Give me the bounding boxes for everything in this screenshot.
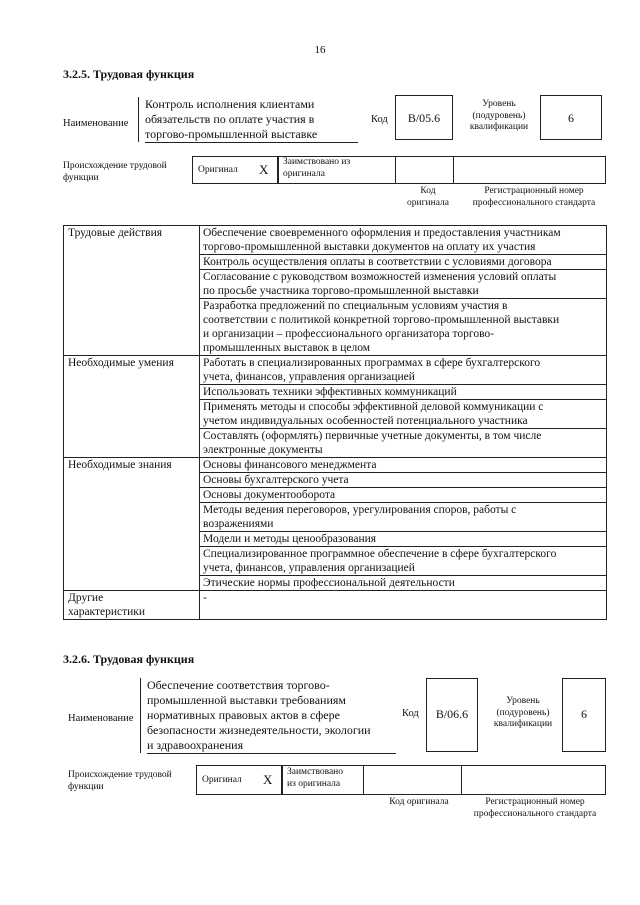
skills-label: Необходимые умения [64,356,200,458]
origin-label [68,770,172,793]
level-label-line: Уровень [482,99,516,109]
function-name-line: и здравоохранения [147,738,396,754]
skill-item [200,385,607,400]
knowledge-item [200,503,607,532]
knowledge-item [200,576,607,591]
line: Разработка предложений по специальным условиям участия в [203,300,508,312]
line: Специализированное программное обеспечение в сфере бухгалтерского [203,548,557,560]
code-original-label: Код оригинала [389,797,449,807]
knowledge-item [200,458,607,473]
borrowed-label [287,767,343,790]
reg-number-cell [462,765,606,795]
line: Методы ведения переговоров, урегулирования споров, работы с [203,504,517,516]
line: Обеспечение своевременного оформления и предоставления участникам [203,227,561,239]
section-heading-326: 3.2.6. Трудовая функция [63,652,195,666]
knowledge-label: Необходимые знания [64,458,200,591]
labor-action-item [200,270,607,299]
line: Этические нормы профессиональной деятельности [203,577,455,589]
line: соответствии с политикой конкретной торгово-промышленной выставки [203,314,560,326]
line: Работать в специализированных программах в сфере бухгалтерского [203,357,541,369]
borrowed-label-line: из оригинала [287,778,341,789]
other-characteristics-label [64,591,200,620]
origin-label-line: Происхождение трудовой [63,161,167,171]
table-row [64,591,607,620]
borrowed-label [283,157,350,180]
function-name-line: промышленной выставки требованиям [147,693,346,707]
line: возражениями [203,518,274,530]
borrowed-label-line: Заимствовано из [283,157,351,167]
original-label: Оригинал [198,165,238,175]
original-mark: X [263,772,273,787]
origin-label-line: функции [63,172,99,183]
level-label-line: квалификации [469,122,529,132]
level-value: 6 [540,95,602,140]
name-label: Наименование [63,118,129,129]
level-label-line: квалификации [493,719,553,729]
reg-number-label-line: Регистрационный номер [484,186,584,196]
reg-number-label-line: профессионального стандарта [473,808,597,819]
borrowed-label-line: оригинала [283,168,325,179]
function-name-line: Обеспечение соответствия торгово- [147,678,330,692]
code-label: Код [402,708,419,719]
function-name-box [140,678,396,753]
line: Основы финансового менеджмента [203,459,377,471]
line: учетом индивидуальных особенностей потенциального участника [203,415,528,427]
line: характеристики [68,606,146,618]
code-label: Код [371,114,388,125]
code-original-cell [396,156,454,184]
code-value: B/05.6 [395,95,453,140]
reg-number-label-line: Регистрационный номер [485,797,585,807]
code-original-label-line: оригинала [407,197,449,208]
origin-label [63,161,167,184]
level-label-line: Уровень [506,696,540,706]
level-label-line: (подуровень) [472,110,526,121]
level-label [482,696,564,731]
line: и организации – профессионального организатора торгово- [203,328,494,340]
labor-actions-label: Трудовые действия [64,226,200,356]
labor-function-table [63,225,607,620]
table-row [64,458,607,473]
line: учета, финансов, управления организацией [203,562,415,574]
knowledge-item [200,488,607,503]
line: промышленных выставок в целом [203,342,371,354]
code-original-label [396,186,460,209]
labor-action-item [200,226,607,255]
level-label [458,99,540,134]
origin-label-line: функции [68,781,104,792]
line: Составлять (оформлять) первичные учетные документы, в том числе [203,430,542,442]
line: Другие [68,592,104,604]
page-number: 16 [314,44,326,56]
original-mark: X [259,162,269,177]
line: торгово-промышленной выставки документов на оплату их участия [203,241,536,253]
skill-item [200,400,607,429]
function-name-line: обязательств по оплате участия в [145,112,315,126]
reg-number-label [462,186,606,209]
skill-item [200,429,607,458]
function-name-line: нормативных правовых актов в сфере [147,708,340,722]
borrowed-label-line: Заимствовано [287,767,344,777]
line: Применять методы и способы эффективной деловой коммуникации с [203,401,544,413]
line: Основы бухгалтерского учета [203,474,349,486]
skill-item [200,356,607,385]
table-row [64,356,607,385]
knowledge-item [200,473,607,488]
code-original-cell [364,765,462,795]
original-label: Оригинал [202,775,242,785]
table-row [64,226,607,255]
labor-action-item [200,255,607,270]
function-name-line: торгово-промышленной выставке [145,127,358,143]
line: учета, финансов, управления организацией [203,371,415,383]
function-name-line: Контроль исполнения клиентами [145,97,315,111]
reg-number-label-line: профессионального стандарта [472,197,596,208]
level-label-line: (подуровень) [496,707,550,718]
code-value: B/06.6 [426,678,478,752]
line: электронные документы [203,444,323,456]
origin-label-line: Происхождение трудовой [68,770,172,780]
code-original-label-line: Код [420,186,436,196]
line: Контроль осуществления оплаты в соответствии с условиями договора [203,256,552,268]
line: Основы документооборота [203,489,336,501]
name-label: Наименование [68,713,134,724]
line: по просьбе участника торгово-промышленной выставки [203,285,479,297]
line: Использовать техники эффективных коммуникаций [203,386,457,398]
other-characteristics-value: - [200,591,607,620]
reg-number-cell [454,156,606,184]
reg-number-label [462,797,608,820]
labor-action-item [200,299,607,356]
line: Модели и методы ценообразования [203,533,377,545]
knowledge-item [200,547,607,576]
level-value: 6 [562,678,606,752]
function-name-box [138,97,358,142]
section-heading-325: 3.2.5. Трудовая функция [63,67,195,81]
function-name-line: безопасности жизнедеятельности, экологии [147,723,371,737]
knowledge-item [200,532,607,547]
line: Согласование с руководством возможностей изменения условий оплаты [203,271,557,283]
